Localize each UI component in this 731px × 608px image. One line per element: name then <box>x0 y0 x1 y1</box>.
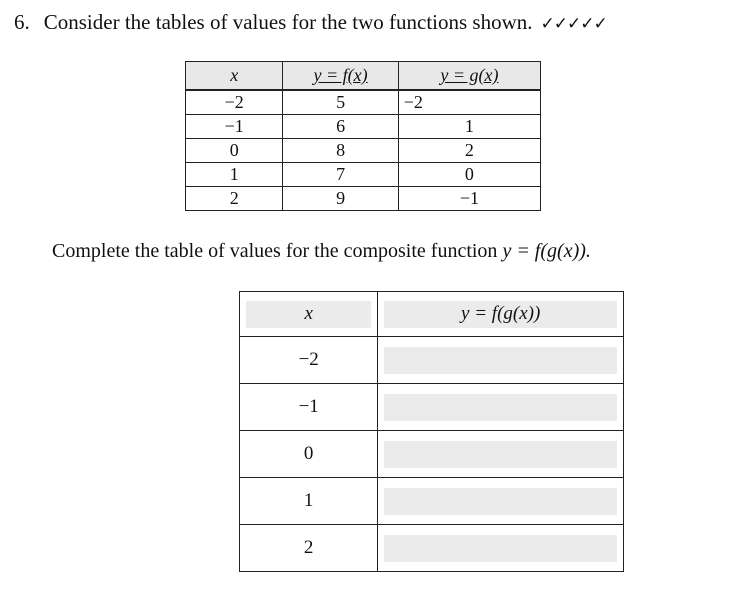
answer-field[interactable] <box>384 535 617 562</box>
header-f <box>283 62 398 91</box>
table-row <box>240 384 624 431</box>
answer-cell[interactable] <box>378 384 624 431</box>
cell-x: 0 <box>240 431 378 478</box>
cell-x: −2 <box>240 337 378 384</box>
cell-g: −1 <box>398 187 540 211</box>
functions-table <box>185 61 541 211</box>
prompt-text: Complete the table of values for the composite function <box>52 240 498 262</box>
answer-cell[interactable] <box>378 525 624 572</box>
composite-table <box>239 291 624 572</box>
header-f-label: y = f(x) <box>313 65 368 85</box>
cell-f: 6 <box>283 115 398 139</box>
cell-x: −2 <box>186 90 283 115</box>
table-row <box>186 163 541 187</box>
cell-g: 1 <box>398 115 540 139</box>
answer-field[interactable] <box>384 488 617 515</box>
answer-field[interactable] <box>384 394 617 421</box>
header-g <box>398 62 540 91</box>
table-header-row <box>240 292 624 337</box>
cell-x: 1 <box>240 478 378 525</box>
header-g-label: y = g(x) <box>440 65 499 85</box>
cell-x: −1 <box>240 384 378 431</box>
cell-x: 0 <box>186 139 283 163</box>
header-x <box>240 292 378 337</box>
answer-field[interactable] <box>384 347 617 374</box>
cell-f: 8 <box>283 139 398 163</box>
answer-field[interactable] <box>384 441 617 468</box>
table-header-row <box>186 62 541 91</box>
cell-f: 9 <box>283 187 398 211</box>
cell-f: 7 <box>283 163 398 187</box>
header-x: x <box>186 62 283 91</box>
cell-g: 0 <box>398 163 540 187</box>
checkmarks-icon: ✓✓✓✓✓ <box>540 14 607 34</box>
answer-cell[interactable] <box>378 337 624 384</box>
table-row <box>186 187 541 211</box>
table-row <box>186 90 541 115</box>
table-row <box>240 478 624 525</box>
table-row <box>186 115 541 139</box>
table-row <box>240 525 624 572</box>
question-number: 6. <box>14 10 30 34</box>
table-row <box>240 431 624 478</box>
cell-x: 2 <box>186 187 283 211</box>
cell-x: 2 <box>240 525 378 572</box>
answer-cell[interactable] <box>378 478 624 525</box>
cell-x: 1 <box>186 163 283 187</box>
header-fg-label: y = f(g(x)) <box>384 301 617 328</box>
cell-g: −2 <box>398 90 540 115</box>
answer-cell[interactable] <box>378 431 624 478</box>
header-x-label: x <box>246 301 371 328</box>
cell-f: 5 <box>283 90 398 115</box>
cell-g: 2 <box>398 139 540 163</box>
composite-prompt <box>52 240 591 263</box>
question-text <box>14 10 607 35</box>
cell-x: −1 <box>186 115 283 139</box>
question-prompt: Consider the tables of values for the two functions shown. <box>43 10 533 34</box>
prompt-function: y = f(g(x)). <box>502 240 591 262</box>
header-fg <box>378 292 624 337</box>
table-row <box>186 139 541 163</box>
table-row <box>240 337 624 384</box>
